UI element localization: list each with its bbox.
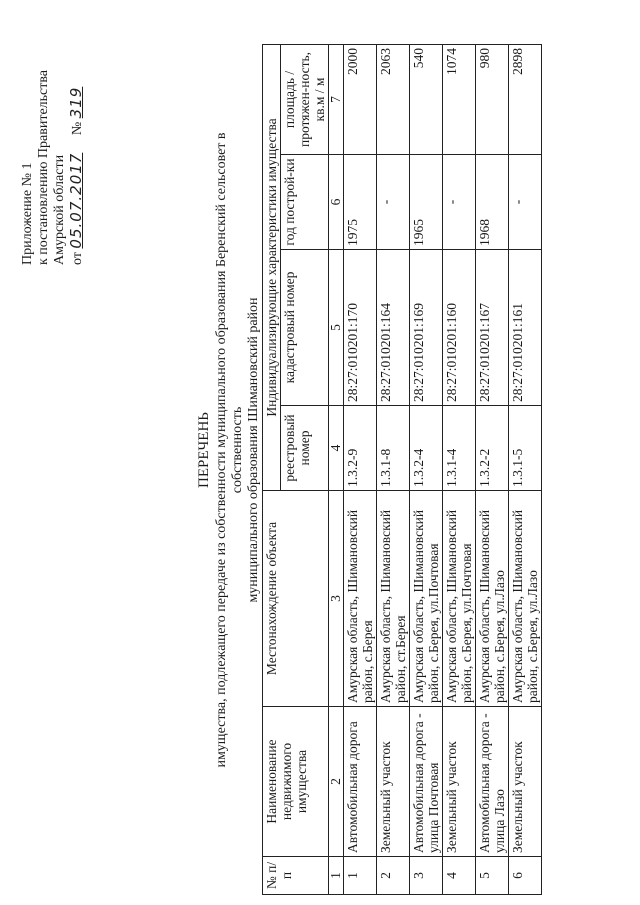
row-year: 1965 bbox=[410, 155, 443, 250]
row-location: Амурская область, Шимановский район, с.Берея, ул.Почтовая bbox=[410, 491, 443, 707]
row-num: 5 bbox=[476, 857, 509, 895]
table-row bbox=[476, 44, 509, 894]
row-cadastral: 28:27:010201:167 bbox=[476, 250, 509, 406]
row-registry: 1.3.2-9 bbox=[344, 406, 377, 491]
col-number: 2 bbox=[329, 707, 344, 857]
row-area: 2063 bbox=[377, 44, 410, 154]
row-registry: 1.3.1-4 bbox=[443, 406, 476, 491]
col-number: 7 bbox=[329, 44, 344, 154]
table-row bbox=[509, 44, 542, 894]
row-location: Амурская область, Шимановский район, с.Берея bbox=[344, 491, 377, 707]
row-area: 2898 bbox=[509, 44, 542, 154]
row-cadastral: 28:27:010201:169 bbox=[410, 250, 443, 406]
appendix-line-3: Амурской области bbox=[52, 154, 67, 265]
col-number: 6 bbox=[329, 155, 344, 250]
appendix-note bbox=[20, 15, 86, 265]
row-location: Амурская область, Шимановский район, ст.Берея bbox=[377, 491, 410, 707]
appendix-line-2: к постановлению Правительства bbox=[36, 69, 51, 265]
row-cadastral: 28:27:010201:160 bbox=[443, 250, 476, 406]
row-cadastral: 28:27:010201:164 bbox=[377, 250, 410, 406]
row-num: 3 bbox=[410, 857, 443, 895]
header-cadastral: кадастровый номер bbox=[281, 250, 329, 406]
col-number: 1 bbox=[329, 857, 344, 895]
row-registry: 1.3.2-2 bbox=[476, 406, 509, 491]
row-name: Земельный участок bbox=[377, 707, 410, 857]
appendix-date-line bbox=[68, 15, 86, 265]
row-num: 6 bbox=[509, 857, 542, 895]
table-row bbox=[377, 44, 410, 894]
header-area: площадь / протяжен-ность, кв.м / м bbox=[281, 44, 329, 154]
header-row-1 bbox=[263, 44, 281, 894]
col-number: 3 bbox=[329, 491, 344, 707]
title-line-1: имущества, подлежащего передаче из собственности муниципального образования Беренский сельсовет в собственность bbox=[214, 132, 245, 768]
row-area: 540 bbox=[410, 44, 443, 154]
table-row bbox=[443, 44, 476, 894]
document-title bbox=[196, 105, 262, 795]
col-number: 4 bbox=[329, 406, 344, 491]
row-cadastral: 28:27:010201:170 bbox=[344, 250, 377, 406]
table-row bbox=[344, 44, 377, 894]
row-num: 1 bbox=[344, 857, 377, 895]
row-name: Автомобильная дорога bbox=[344, 707, 377, 857]
row-year: 1968 bbox=[476, 155, 509, 250]
row-registry: 1.3.2-4 bbox=[410, 406, 443, 491]
appendix-line-1: Приложение № 1 bbox=[20, 162, 35, 265]
header-location: Местонахождение объекта bbox=[263, 491, 329, 707]
column-number-row bbox=[329, 44, 344, 894]
row-area: 980 bbox=[476, 44, 509, 154]
row-name: Автомобильная дорога - улица Лазо bbox=[476, 707, 509, 857]
row-area: 1074 bbox=[443, 44, 476, 154]
handwritten-number: 319 bbox=[67, 86, 85, 119]
property-table bbox=[262, 44, 542, 895]
row-name: Земельный участок bbox=[509, 707, 542, 857]
handwritten-date: 05.07.2017 bbox=[67, 152, 85, 249]
row-area: 2000 bbox=[344, 44, 377, 154]
row-name: Земельный участок bbox=[443, 707, 476, 857]
number-prefix: № bbox=[70, 121, 85, 136]
row-year: - bbox=[377, 155, 410, 250]
row-location: Амурская область, Шимановский район, с.Берея, ул.Почтовая bbox=[443, 491, 476, 707]
row-year: 1975 bbox=[344, 155, 377, 250]
row-registry: 1.3.1-8 bbox=[377, 406, 410, 491]
row-num: 2 bbox=[377, 857, 410, 895]
row-registry: 1.3.1-5 bbox=[509, 406, 542, 491]
row-year: - bbox=[509, 155, 542, 250]
table-row bbox=[410, 44, 443, 894]
header-year: год построй-ки bbox=[281, 155, 329, 250]
row-location: Амурская область, Шимановский район, с.Берея, ул.Лазо bbox=[509, 491, 542, 707]
header-num: № п/п bbox=[263, 857, 329, 895]
header-characteristics: Индивидуализирующие характеристики имущества bbox=[263, 44, 281, 490]
row-year: - bbox=[443, 155, 476, 250]
row-cadastral: 28:27:010201:161 bbox=[509, 250, 542, 406]
date-prefix: от bbox=[70, 252, 85, 265]
row-name: Автомобильная дорога - улица Почтовая bbox=[410, 707, 443, 857]
header-registry: реестровый номер bbox=[281, 406, 329, 491]
title-heading: ПЕРЕЧЕНЬ bbox=[196, 412, 212, 488]
title-line-2: муниципального образования Шимановский район bbox=[246, 297, 261, 603]
col-number: 5 bbox=[329, 250, 344, 406]
row-location: Амурская область, Шимановский район, с.Берея, ул.Лазо bbox=[476, 491, 509, 707]
header-name: Наименование недвижимого имущества bbox=[263, 707, 329, 857]
row-num: 4 bbox=[443, 857, 476, 895]
